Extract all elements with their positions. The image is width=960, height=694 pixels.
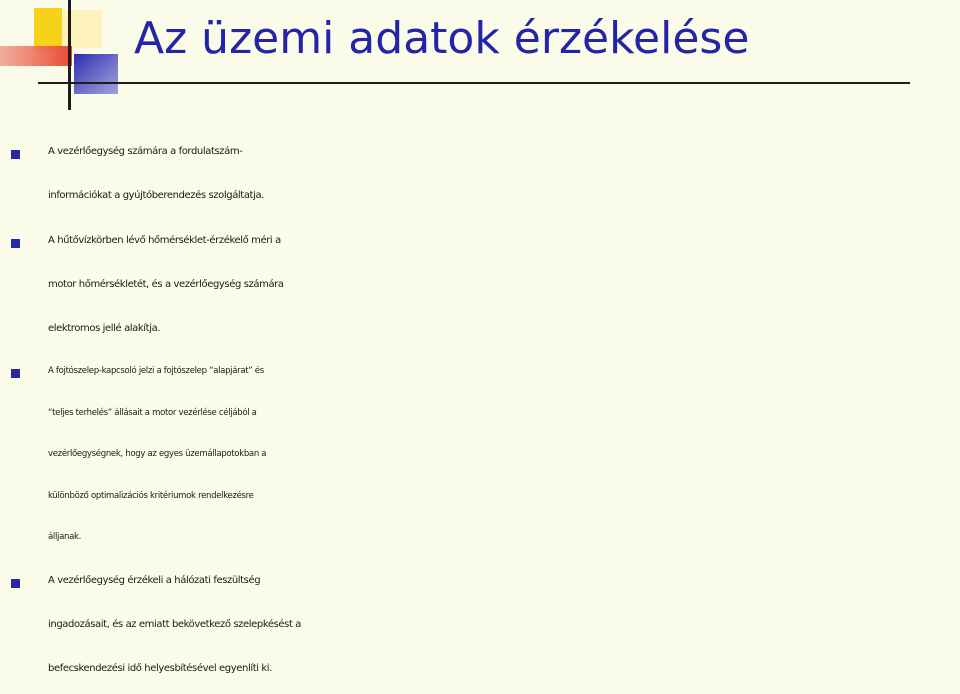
decorative-logo-icon	[0, 0, 130, 110]
bullet-line: álljanak.	[48, 532, 82, 542]
square-bullet-icon	[11, 239, 20, 248]
bullet-line: ingadozásait, és az emiatt bekövetkező szelepkésést a	[48, 618, 301, 630]
square-bullet-icon	[11, 150, 20, 159]
square-bullet-icon	[11, 579, 20, 588]
page-title: Az üzemi adatok érzékelése	[134, 13, 750, 64]
bullet-line: információkat a gyújtóberendezés szolgáltatja.	[48, 190, 264, 201]
bullet-list	[0, 130, 960, 691]
bullet-item	[0, 351, 960, 559]
bullet-line: befecskendezési idő helyesbítésével egyenlíti ki.	[48, 662, 272, 674]
bullet-line: elektromos jellé alakítja.	[48, 323, 161, 334]
bullet-line: A vezérlőegység számára a fordulatszám-	[48, 146, 243, 157]
bullet-line: A vezérlőegység érzékeli a hálózati feszültség	[48, 574, 261, 586]
bullet-item	[0, 130, 960, 218]
bullet-line: motor hőmérsékletét, és a vezérlőegység számára	[48, 279, 284, 290]
square-bullet-icon	[11, 369, 20, 378]
bullet-item	[0, 559, 960, 691]
title-underline	[38, 82, 910, 84]
bullet-line: “teljes terhelés” állásait a motor vezérlése céljából a	[48, 407, 257, 418]
bullet-item	[0, 219, 960, 351]
bullet-line: A hűtővízkörben lévő hőmérséklet-érzékelő méri a	[48, 235, 281, 246]
bullet-line: különböző optimalizációs kritériumok rendelkezésre	[48, 490, 254, 501]
bullet-line: A fojtószelep-kapcsoló jelzi a fojtószelep “alapjárat” és	[48, 366, 264, 376]
bullet-line: vezérlőegységnek, hogy az egyes üzemállapotokban a	[48, 449, 267, 459]
